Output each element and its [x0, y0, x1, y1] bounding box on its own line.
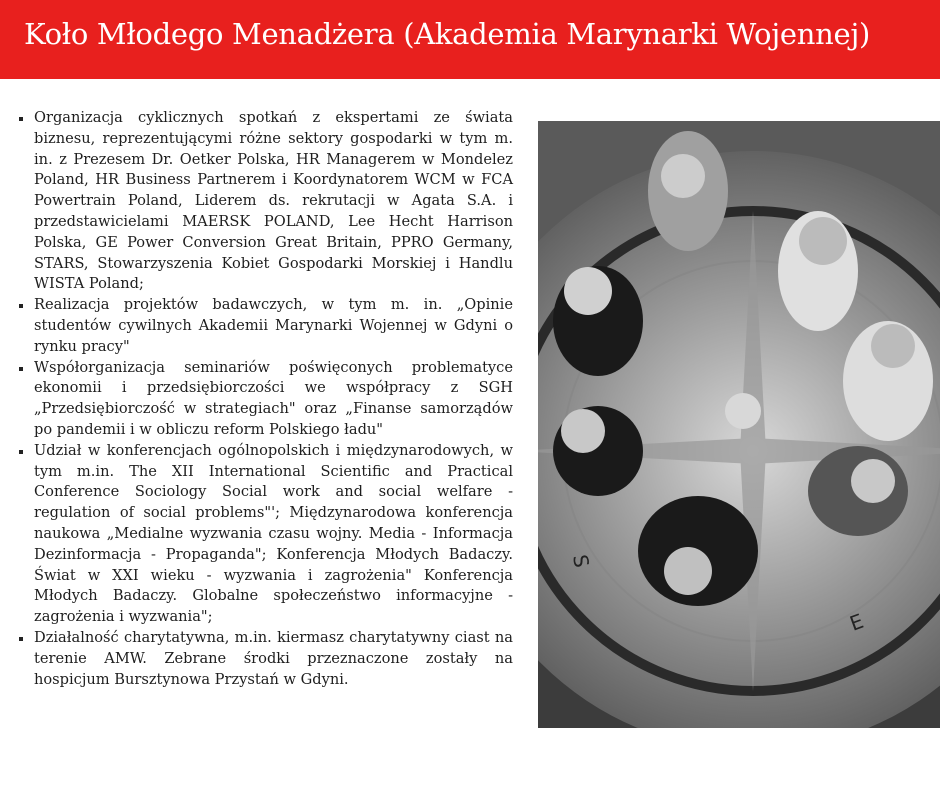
header-banner — [0, 0, 940, 79]
page-title: Koło Młodego Menadżera (Akademia Marynarki Wojennej) — [24, 17, 871, 51]
group-photo — [538, 121, 940, 728]
compass-letter-s: S — [568, 552, 594, 570]
list-item: Udział w konferencjach ogólnopolskich i międzynarodowych, w tym m.in. The XII International Scientific and Practical Conference Sociology Social work and social welfare - regulation of social problems"'; Międzynarodowa konferencja naukowa „Medialne wyzwania czasu wojny. Media - Informacja Dezinformacja - Propaganda"; Konferencja Młodych Badaczy. Świat w XXI wieku - wyzwania i zagrożenia" Konferencja Młodych Badaczy. Globalne społeczeństwo informacyjne - zagrożenia i wyzwania"; — [34, 441, 513, 628]
list-item: Współorganizacja seminariów poświęconych problematyce ekonomii i przedsiębiorczości we współpracy z SGH „Przedsiębiorczość w strategiach" oraz „Finanse samorządów po pandemii i w obliczu reform Polskiego ładu" — [34, 358, 513, 441]
group-photo-illustration — [538, 121, 940, 728]
compass-letter-e: E — [846, 608, 867, 636]
list-item: Realizacja projektów badawczych, w tym m. in. „Opinie studentów cywilnych Akademii Marynarki Wojennej w Gdyni o rynku pracy" — [34, 295, 513, 357]
activity-list — [16, 108, 513, 690]
list-item: Organizacja cyklicznych spotkań z ekspertami ze świata biznesu, reprezentującymi różne sektory gospodarki w tym m. in. z Prezesem Dr. Oetker Polska, HR Managerem w Mondelez Poland, HR Business Partnerem i Koordynatorem WCM w FCA Powertrain Poland, Liderem ds. rekrutacji w Agata S.A. i przedstawicielami MAERSK POLAND, Lee Hecht Harrison Polska, GE Power Conversion Great Britain, PPRO Germany, STARS, Stowarzyszenia Kobiet Gospodarki Morskiej i Handlu WISTA Poland; — [34, 108, 513, 295]
list-item: Działalność charytatywna, m.in. kiermasz charytatywny ciast na terenie AMW. Zebrane środki przeznaczone zostały na hospicjum Bursztynowa Przystań w Gdyni. — [34, 628, 513, 690]
